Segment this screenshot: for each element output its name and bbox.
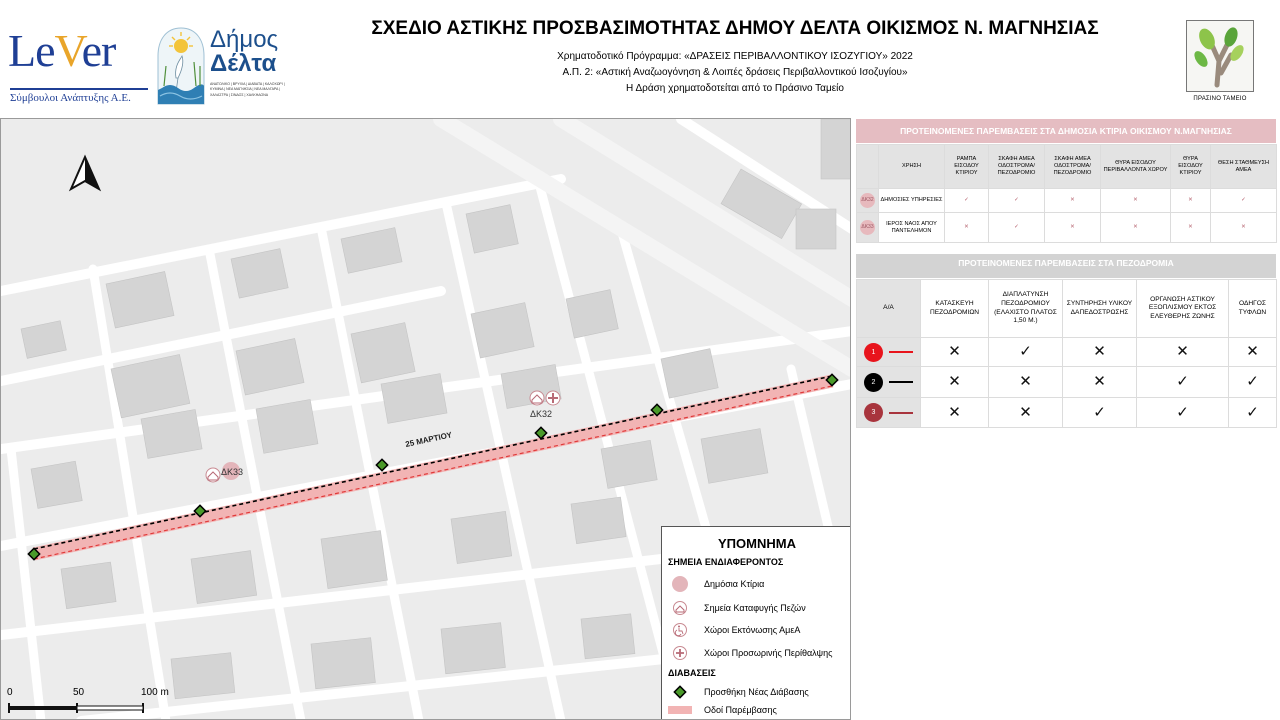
legend-evacuation: Χώροι Εκτόνωσης ΑμεΑ xyxy=(668,621,850,639)
lever-logo xyxy=(8,10,150,104)
sidewalks-table xyxy=(856,279,1277,428)
delta-logo-subtitle: ΑΝΑΤΟΛΙΚΟ | ΒΡΥΧΙΑ | ΔΙΑΒΑΤΑ | ΚΑΛΟΧΩΡΙ | ΚΥΜΙΝΑ | ΝΕΑ ΜΑΓΝΗΣΙΑ | ΝΕΑ ΜΑΛΓΑΡΑ | ΧΑΛΑΣΤΡΑ | ΣΙΝΔΟΣ | ΧΑΛΚΗΔΟΝΑ xyxy=(210,82,285,97)
cross-mark: ✕ xyxy=(1211,213,1277,243)
line-swatch xyxy=(889,381,913,383)
scale-100: 100 m xyxy=(141,687,169,698)
cross-mark: ✕ xyxy=(1171,213,1211,243)
public-building-icon xyxy=(668,575,692,593)
crossing-diamond-icon xyxy=(668,683,692,701)
table2-col: ΔΙΑΠΛΑΤΥΝΣΗ ΠΕΖΟΔΡΟΜΙΟΥ (ΕΛΑΧΙΣΤΟ ΠΛΑΤΟΣ 1,50 Μ.) xyxy=(989,280,1063,338)
dk32-label: ΔΚ32 xyxy=(530,409,553,419)
north-arrow-icon xyxy=(71,157,99,189)
check-mark: ✓ xyxy=(1137,398,1229,428)
green-fund-caption: ΠΡΑΣΙΝΟ ΤΑΜΕΙΟ xyxy=(1193,96,1247,102)
table2-col-aa: Α/Α xyxy=(857,280,921,338)
cross-mark: ✕ xyxy=(921,338,989,367)
legend-new-crossing: Προσθήκη Νέας Διάβασης xyxy=(668,683,850,701)
lever-logo-text: LeVer xyxy=(8,25,116,76)
cross-mark: ✕ xyxy=(1101,189,1171,213)
funding-line: Η Δράση χρηματοδοτείται από το Πράσινο Ταμείο xyxy=(626,83,844,94)
check-mark: ✓ xyxy=(1229,398,1277,428)
table1-title: ΠΡΟΤΕΙΝΟΜΕΝΕΣ ΠΑΡΕΜΒΑΣΕΙΣ ΣΤΑ ΔΗΜΟΣΙΑ ΚΤΙΡΙΑ ΟΙΚΙΣΜΟΥ Ν.ΜΑΓΝΗΣΙΑΣ xyxy=(856,119,1276,143)
check-mark: ✓ xyxy=(1063,398,1137,428)
cross-mark: ✕ xyxy=(945,213,989,243)
wheelchair-icon xyxy=(668,621,692,639)
check-mark: ✓ xyxy=(1137,367,1229,398)
check-mark: ✓ xyxy=(1229,367,1277,398)
table2-col: ΚΑΤΑΣΚΕΥΗ ΠΕΖΟΔΡΟΜΙΩΝ xyxy=(921,280,989,338)
table-row xyxy=(857,367,1277,398)
axis-line: Α.Π. 2: «Αστική Αναζωογόνηση & Λοιπές δράσεις Περιβαλλοντικού Ισοζυγίου» xyxy=(562,67,908,78)
shelter-icon xyxy=(668,599,692,617)
check-mark: ✓ xyxy=(1211,189,1277,213)
lever-subtitle: Σύμβουλοι Ανάπτυξης Α.Ε. xyxy=(10,92,131,104)
table-row xyxy=(857,338,1277,367)
table1-col: ΣΚΑΦΗ ΑΜΕΑ ΟΔΟΣΤΡΩΜΑ/ ΠΕΖΟΔΡΟΜΙΟ xyxy=(1045,145,1101,189)
row-use: ΔΗΜΟΣΙΕΣ ΥΠΗΡΕΣΙΕΣ xyxy=(879,189,945,213)
dk33-badge: ΔΚ33 xyxy=(860,220,875,235)
table2-col: ΟΔΗΓΟΣ ΤΥΦΛΩΝ xyxy=(1229,280,1277,338)
row-number-badge: 2 xyxy=(864,373,883,392)
delta-logo-text: Δήμος Δέλτα xyxy=(210,26,279,77)
check-mark: ✓ xyxy=(989,338,1063,367)
cross-mark: ✕ xyxy=(921,367,989,398)
cross-mark: ✕ xyxy=(1063,367,1137,398)
delta-emblem-icon xyxy=(156,26,206,106)
legend-title: ΥΠΟΜΝΗΜΑ xyxy=(718,536,796,551)
table1-col: ΘΥΡΑ ΕΙΣΟΔΟΥ ΠΕΡΙΒΑΛΛΟΝΤΑ ΧΩΡΟΥ xyxy=(1101,145,1171,189)
street-label-25-martiou: 25 ΜΑΡΤΙΟΥ xyxy=(404,430,453,449)
dk33-label: ΔΚ33 xyxy=(221,467,244,477)
program-line: Χρηματοδοτικό Πρόγραμμα: «ΔΡΑΣΕΙΣ ΠΕΡΙΒΑΛΛΟΝΤΙΚΟΥ ΙΣΟΖΥΓΙΟΥ» 2022 xyxy=(557,51,913,62)
scale-0: 0 xyxy=(7,687,13,698)
dk32-badge: ΔΚ32 xyxy=(860,193,875,208)
legend-section-poi: ΣΗΜΕΙΑ ΕΝΔΙΑΦΕΡΟΝΤΟΣ xyxy=(668,557,784,567)
legend-public-buildings: Δημόσια Κτίρια xyxy=(668,575,850,593)
map-legend xyxy=(661,526,851,720)
table2-title: ΠΡΟΤΕΙΝΟΜΕΝΕΣ ΠΑΡΕΜΒΑΣΕΙΣ ΣΤΑ ΠΕΖΟΔΡΟΜΙΑ xyxy=(856,254,1276,278)
line-swatch xyxy=(889,412,913,414)
cross-mark: ✕ xyxy=(989,398,1063,428)
legend-roads: Οδοί Παρέμβασης xyxy=(668,701,850,719)
page-title: ΣΧΕΔΙΟ ΑΣΤΙΚΗΣ ΠΡΟΣΒΑΣΙΜΟΤΗΤΑΣ ΔΗΜΟΥ ΔΕΛΤΑ ΟΙΚΙΣΜΟΣ Ν. ΜΑΓΝΗΣΙΑΣ xyxy=(371,18,1099,39)
line-swatch xyxy=(889,351,913,353)
legend-shelter: Σημεία Καταφυγής Πεζών xyxy=(668,599,850,617)
buildings-table xyxy=(856,144,1277,243)
table1-col: ΡΑΜΠΑ ΕΙΣΟΔΟΥ ΚΤΙΡΙΟΥ xyxy=(945,145,989,189)
table-row xyxy=(857,213,1277,243)
table1-col: ΣΚΑΦΗ ΑΜΕΑ ΟΔΟΣΤΡΩΜΑ/ ΠΕΖΟΔΡΟΜΙΟ xyxy=(989,145,1045,189)
table2-header-row xyxy=(857,280,1277,338)
cross-mark: ✕ xyxy=(921,398,989,428)
cross-mark: ✕ xyxy=(989,367,1063,398)
table1-header-row xyxy=(857,145,1277,189)
table-row xyxy=(857,398,1277,428)
legend-first-aid: Χώροι Προσωρινής Περίθαλψης xyxy=(668,644,850,662)
cross-mark: ✕ xyxy=(1171,189,1211,213)
check-mark: ✓ xyxy=(989,189,1045,213)
cross-mark: ✕ xyxy=(1045,189,1101,213)
table2-col: ΣΥΝΤΗΡΗΣΗ ΥΛΙΚΟΥ ΔΑΠΕΔΟΣΤΡΩΣΗΣ xyxy=(1063,280,1137,338)
row-use: ΙΕΡΟΣ ΝΑΟΣ ΑΠΟΥ ΠΑΝΤΕΛΗΜΟΝ xyxy=(879,213,945,243)
row-number-badge: 1 xyxy=(864,343,883,362)
green-fund-tree-icon xyxy=(1187,21,1253,91)
cross-mark: ✕ xyxy=(1229,338,1277,367)
table-row xyxy=(857,189,1277,213)
first-aid-icon xyxy=(668,644,692,662)
cross-mark: ✕ xyxy=(1045,213,1101,243)
table1-col: ΘΥΡΑ ΕΙΣΟΔΟΥ ΚΤΙΡΙΟΥ xyxy=(1171,145,1211,189)
row-number-badge: 3 xyxy=(864,403,883,422)
map-panel[interactable] xyxy=(0,118,851,720)
table2-col: ΟΡΓΑΝΩΣΗ ΑΣΤΙΚΟΥ ΕΞΟΠΛΙΣΜΟΥ ΕΚΤΟΣ ΕΛΕΥΘΕΡΗΣ ΖΩΝΗΣ xyxy=(1137,280,1229,338)
scale-labels xyxy=(5,685,185,715)
green-fund-logo xyxy=(1186,20,1254,92)
check-mark: ✓ xyxy=(945,189,989,213)
table1-col-use: ΧΡΗΣΗ xyxy=(879,145,945,189)
cross-mark: ✕ xyxy=(1101,213,1171,243)
delta-municipality-logo xyxy=(156,26,292,108)
lever-underline xyxy=(10,88,148,90)
check-mark: ✓ xyxy=(989,213,1045,243)
table1-col: ΘΕΣΗ ΣΤΑΘΜΕΥΣΗ ΑΜΕΑ xyxy=(1211,145,1277,189)
cross-mark: ✕ xyxy=(1137,338,1229,367)
road-swatch-icon xyxy=(668,701,692,719)
legend-section-crossings: ΔΙΑΒΑΣΕΙΣ xyxy=(668,668,716,678)
scale-50: 50 xyxy=(73,687,85,698)
cross-mark: ✕ xyxy=(1063,338,1137,367)
